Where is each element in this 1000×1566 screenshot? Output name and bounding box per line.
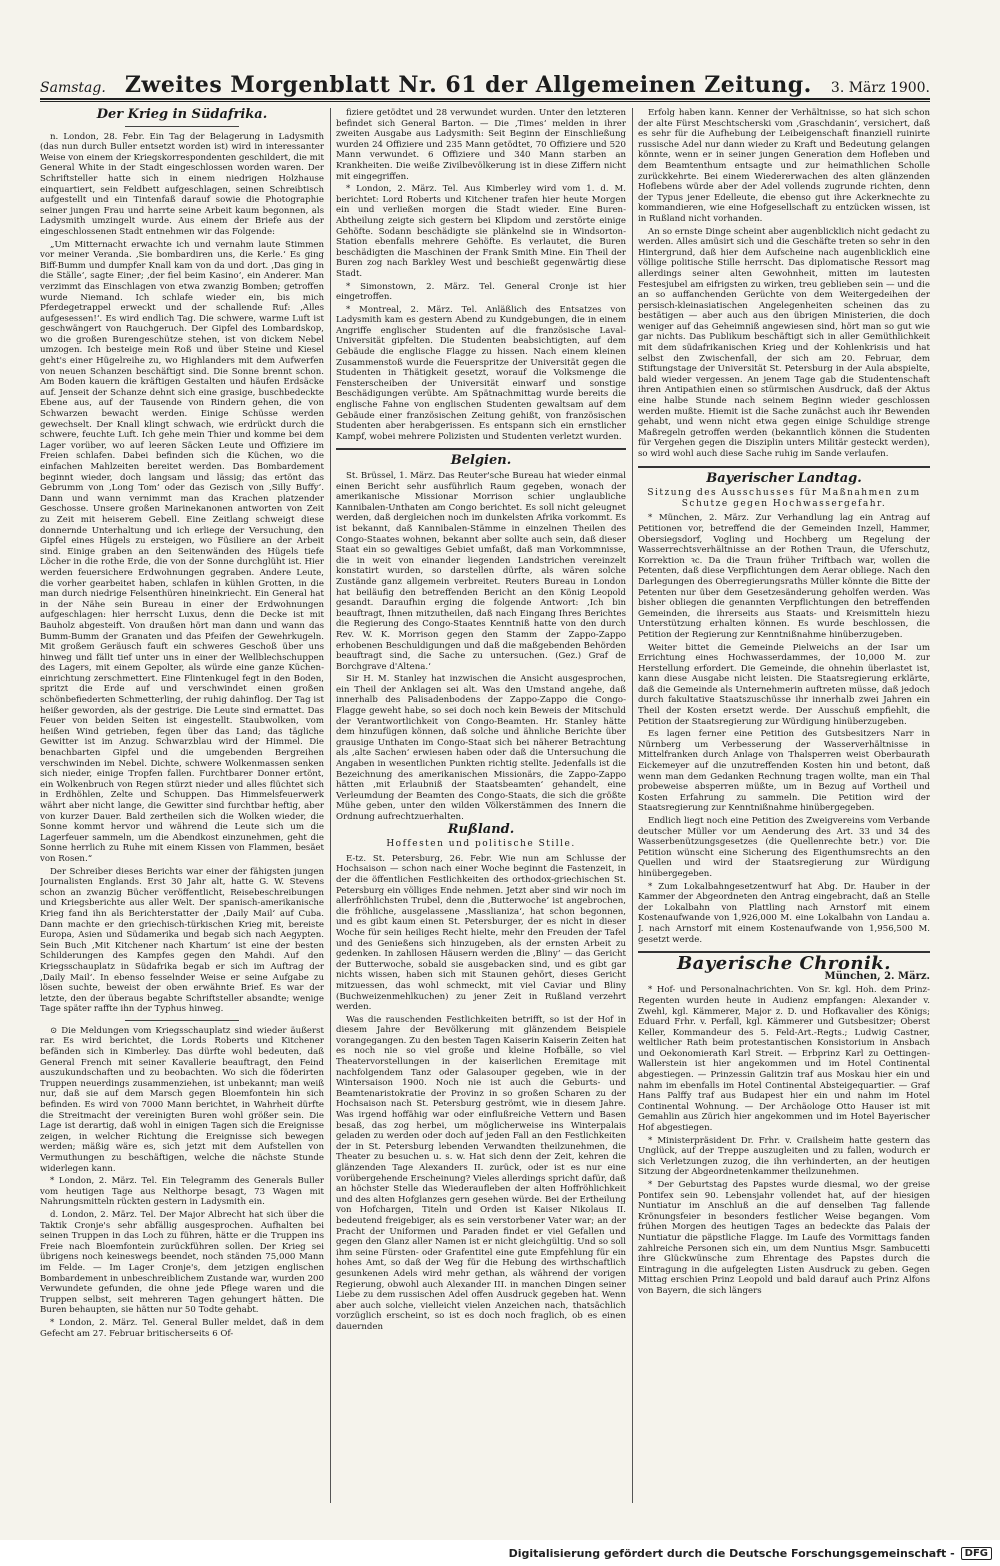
column-divider [632, 108, 633, 1503]
article-paragraph: * Der Geburtstag des Papstes wurde diesmal, wo der greise Pontifex sein 90. Lebensjahr vollendet hat, auf der hiesigen Nuntiatur im Anschluß an die auf denselben Tag fallende Krönungsfeier in besonders festlicher Weise begangen. Vom frühen Morgen des heutigen Tages an bedeckte das Palais der Nuntiatur die päpstliche Flagge. Im Laufe des Vormittags fanden zahlreiche Personen sich ein, um dem Nuntius Msgr. Sambucetti ihre Glückwünsche zum Ehrentage des Papstes durch die Eintragung in die aufgelegten Listen Ausdruck zu geben. Gegen Mittag erschien Prinz Leopold und bald darauf auch Prinz Alfons von Bayern, die sich längers [638, 1180, 930, 1296]
article-paragraph: An so ernste Dinge scheint aber augenblicklich nicht gedacht zu werden. Alles amüsirt sich und die Geschäfte treten so sehr in den Hintergrund, daß hier dem Aufscheine nach augenblicklich eine völlige politische Stille herrscht. Das diplomatische Ressort mag allerdings seiner alten Gewohnheit, mitten im lautesten Festesjubel am eifrigsten zu wirken, treu geblieben sein — und die an so auffanchenden Gerüchte von dem Weitergedeihen der persisch-kleinasiatischen Angelegenheiten scheinen das zu bestätigen — aber auch aus den übrigen Ministerien, die doch weniger auf das Geheimniß angewiesen sind, hört man so gut wie gar nichts. Das Publikum beschäftigt sich in aller Gemüthlichkeit mit dem südafrikanischen Krieg und der Kohlenkrisis und hat selbst den Zwischenfall, der sich am 20. Februar, dem Stiftungstage der Universität St. Petersburg in der Aula abspielte, bald wieder vergessen. An jenem Tage gab die Studentenschaft ihren Antipathien einen so stürmischen Ausdruck, daß der Aktus eine halbe Stunde nach seinem Beginn wieder geschlossen werden mußte. Hiemit ist die Sache zunächst auch ihr Bewenden gehabt, und wenn nicht etwa gegen einige Schuldige strenge Maßregeln getroffen werden (bekanntlich können die Studenten für Vergehen gegen die Disziplin unters Militär gesteckt werden), so wird wohl auch diese Sache ruhig im Sande verlaufen. [638, 226, 930, 459]
section-separator [336, 448, 626, 450]
article-paragraph: Was die rauschenden Festlichkeiten betrifft, so ist der Hof in diesem Jahre der Bevölkerung mit glänzendem Beispiele vorangegangen. Zu den besten Tagen Kaiserin Kaiserin Zeiten hat es noch nie so viel große und kleine Hofbälle, so viel Theatervorstellungen in der kaiserlichen Eremitage mit nachfolgendem Tanz oder Galasouper gegeben, wie in der Wintersaison 1900. Noch nie ist auch die Geburts- und Beamtenaristokratie der Provinz in so großen Scharen zu der Hochsaison nach St. Petersburg geströmt, wie in diesem Jahre. Was irgend hoffähig war oder einflußreiche Vettern und Basen besaß, das zog herbei, um möglicherweise ins Winterpalais geladen zu werden oder doch auf jeden Fall an den Festlichkeiten der in St. Petersburg lebenden Verwandten theilzunehmen, die Theater zu besuchen u. s. w. Hat sich denn der Zeit, kehren die glänzenden Tage Alexanders II. zurück, oder ist es nur eine vorübergehende Erscheinung? Vieles allerdings spricht dafür, daß an höchster Stelle das Wiederaufleben der alten Hoffröhlichkeit und des alten Hofglanzes gern gesehen würde. Bei der Ertheilung von Hofchargen, Titeln und Orden ist Kaiser Nikolaus II. bedeutend freigebiger, als es sein verstorbener Vater war; an der Pracht der Uniformen und Paraden findet er viel Gefallen und gegen den Glanz aller Namen ist er nicht gleichgültig. Und so soll ihm seine Fürsten- oder Grafentitel eine gute Empfehlung für ein hohes Amt, so daß der Weg für die Hebung des wirthschaftlich gesunkenen Adels wird mehr gethan, als während der vorigen Regierung, obwohl auch Alexander III. in manchen Dingen seiner Liebe zu dem russischen Adel offen Ausdruck gegeben hat. Wenn aber auch solche, vielleicht vielen Anzeichen nach, thatsächlich vorzüglich erscheint, so ist es doch noch fraglich, ob es einen dauernden [336, 1014, 626, 1332]
separator [125, 1020, 239, 1021]
column-divider [330, 108, 331, 1503]
article-paragraph: * Simonstown, 2. März. Tel. General Cronje ist hier eingetroffen. [336, 281, 626, 303]
dfg-logo: DFG [961, 1547, 992, 1560]
article-paragraph: Der Schreiber dieses Berichts war einer der fähigsten jungen Journalisten Englands. Erst 30 Jahr alt, hatte G. W. Stevens schon an zwanzig Bücher veröffentlicht, Reisebeschreibungen und Kriegsberichte aus aller Welt. Der spanisch-amerikanische Krieg fand ihn als Berichterstatter der ‚Daily Mail‘ auf Cuba. Dann machte er den griechisch-türkischen Krieg mit, bereiste Europa, Asien und Südamerika und begab sich nach Aegypten. Sein Buch ‚Mit Kitchener nach Khartum‘ ist eine der besten Schilderungen des Kampfes gegen den Mahdi. Auf den Kriegsschauplatz in Südafrika begab er sich im Auftrag der ‚Daily Mail‘. In ebenso fesselnder Weise er seine Aufgabe zu lösen suchte, beweist der oben erwähnte Brief. Es war der letzte, den der überaus begabte Schriftsteller absandte; wenige Tage später raffte ihn der Typhus hinweg. [40, 866, 324, 1015]
masthead-rule [40, 101, 930, 102]
article-paragraph: * London, 2. März. Tel. Aus Kimberley wird vom 1. d. M. berichtet: Lord Roberts und Kitchener trafen hier heute Morgen ein und verließen morgen die Stadt wieder. Eine Buren-Abtheilung zeigte sich gestern bei Klipdom und zerstörte einige Gehöfte. Sodann beschädigte sie plänkelnd sie in Windsorton-Station ebenfalls mehrere Gehöfte. Es verlautet, die Buren beschädigten die Maschinen der Frank Smith Mine. Ein Theil der Buren zog nach Barkley West und beschießt gegenwärtig diese Stadt. [336, 184, 626, 279]
article-paragraph: Weiter bittet die Gemeinde Pielweichs an der Isar um Errichtung eines Hochwasserdammes, der 10,000 M. zur Herstellung erfordert. Die Gemeinde, die ohnehin überlastet ist, kann diese Ausgabe nicht leisten. Die Staatsregierung erklärte, daß die Gemeinde als Unternehmerin auftreten müsse, daß jedoch durch fakultative Staatszuschüsse ihr innerhalb zwei Jahren ein Theil der Kosten ersetzt werde. Der Ausschuß empfiehlt, die Petition der Staatsregierung zur Würdigung hinüberzugeben. [638, 642, 930, 727]
section-title-krieg: Der Krieg in Südafrika. [96, 108, 268, 122]
article-paragraph: Endlich liegt noch eine Petition des Zweigvereins vom Verbande deutscher Müller vor um Aenderung des Art. 33 und 34 des Wasserbenützungsgesetzes (die Quellenrechte betr.) vor. Die Petition wünscht eine Sicherung des Eigenthumsrechts an den Quellen und wird der Staatsregierung zur Würdigung hinübergegeben. [638, 816, 930, 879]
section-subtitle-russland: Hoffesten und politische Stille. [386, 839, 576, 850]
digitization-footer [0, 1540, 1000, 1566]
article-paragraph: * Hof- und Personalnachrichten. Von Sr. kgl. Hoh. dem Prinz-Regenten wurden heute in Audienz empfangen: Alexander v. Zwehl, kgl. Kämmerer, Major z. D. und Hofkavalier des Königs; Eduard Frhr. v. Perfall, kgl. Kämmerer und Gutsbesitzer; Oberst Keller, Kommandeur des 5. Feld-Art.-Regts.; Ludwig Castner, weltlicher Rath beim protestantischen Konsistorium in Ansbach und Oekonomierath Karl Streit. — Erbprinz Karl zu Oettingen-Wallerstein ist hier angekommen und im Hotel Continental abgestiegen. — Prinzessin Galitzin traf aus Moskau hier ein und nahm im ebenfalls im Hotel Continental Absteigequartier. — Graf Hans Palffy traf aus Budapest hier ein und nahm im Hotel Continental Wohnung. — Der Archäologe Otto Hauser ist mit Gemahlin aus Zürich hier angekommen und im Hotel Bayerischer Hof abgestiegen. [638, 985, 930, 1134]
article-paragraph: * London, 2. März. Tel. General Buller meldet, daß in dem Gefecht am 27. Februar britischerseits 6 Of- [40, 1317, 324, 1339]
masthead-title: Zweites Morgenblatt Nr. 61 der Allgemeinen Zeitung. [124, 72, 812, 98]
article-paragraph: d. London, 2. März. Tel. Der Major Albrecht hat sich über die Taktik Cronje's sehr abfällig ausgesprochen. Aufhalten bei seinen Truppen in das Loch zu führen, hätte er die Truppen ins Freie nach Bloemfontein zurückführen sollen. Der Krieg sei übrigens noch keineswegs beendet, noch ständen 75,000 Mann im Felde. — Im Lager Cronje's, dem jetzigen englischen Bombardement in unbeschreiblichem Zustande war, wurden 200 Verwundete gefunden, die ohne jede Pflege waren und die Truppen selbst, seit mehreren Tagen gehungert hätten. Die Buren behaupten, sie hätten nur 50 Todte gehabt. [40, 1209, 324, 1316]
article-paragraph: St. Brüssel, 1. März. Das Reuter'sche Bureau hat wieder einmal einen Bericht sehr ausführlich Raum gegeben, wonach der amerikanische Missionar Morrison schier unglaubliche Kannibalen-Unthaten am Congo berichtet. Es soll nicht geleugnet werden, daß dergleichen noch im dunkelsten Afrika vorkommt. Es ist bekannt, daß Kannibalen-Stämme in einzelnen Theilen des Congo-Staates wohnen, bekannt aber sollte auch sein, daß dieser Staat ein so gewaltiges Gebiet umfaßt, daß man Vorkommnisse, die in weit von einander liegenden Landstrichen vereinzelt konstatirt wurden, so darstellen dürfte, als wären solche Zustände ganz allgemein verbreitet. Reuters Bureau in London hat beiläufig den betreffenden Bericht an den König Leopold gesandt. Daraufhin erging die folgende Antwort: ‚Ich bin beauftragt, Ihnen mitzutheilen, daß nach Eingang Ihres Berichtes die Regierung des Congo-Staates Kenntniß hatte von den durch Rev. W. K. Morrison gegen den Stamm der Zappo-Zappo erhobenen Beschuldigungen und daß die maßgebenden Behörden beauftragt sind, die Sache zu untersuchen. (Gez.) Graf de Borchgrave d'Altena.‘ [336, 471, 626, 672]
section-title-landtag: Bayerischer Landtag. [706, 470, 862, 486]
column-1 [40, 108, 324, 1503]
separator [125, 126, 239, 127]
article-paragraph: * London, 2. März. Tel. Ein Telegramm des Generals Buller vom heutigen Tage aus Nelthorpe besagt, 73 Wagen mit Nahrungsmitteln rückten gestern in Ladysmith ein. [40, 1176, 324, 1208]
column-2 [336, 108, 626, 1503]
article-paragraph: ⊙ Die Meldungen vom Kriegsschauplatz sind wieder äußerst rar. Es wird berichtet, die Lords Roberts und Kitchener befänden sich in Kimberley. Das dürfte wohl bedeuten, daß General French mit seiner Kavallerie beauftragt, den Feind auszukundschaften und zu beobachten. Wo sich die föderirten Truppen neuerdings zusammenziehen, ist unbekannt; man weiß nur, daß sie auf dem Marsch gegen Bloemfontein hin sich befinden. Es wird von 7000 Mann berichtet, in Wahrheit dürfte die Streitmacht der vereinigten Buren wohl größer sein. Die Lage ist derartig, daß wohl in einigen Tagen sich die Ereignisse zeigen, in welcher Richtung die Ereignisse sich bewegen werden; mäßig wäre es, sich jetzt mit dem Aufstellen von Vermuthungen zu beschäftigen, welche die nächste Stunde widerlegen kann. [40, 1025, 324, 1174]
footer-credit: Digitalisierung gefördert durch die Deutsche Forschungsgemeinschaft - [508, 1546, 955, 1560]
article-paragraph: „Um Mitternacht erwachte ich und vernahm laute Stimmen vor meiner Veranda. ‚Sie bombardiren uns, die Kerle.‘ Es ging Biff-Bumm und dumpfer Knall kam von da und dort. ‚Das ging in die Ställe‘, sagte Einer; ‚der fiel beim Kasino‘, ein Anderer. Man verzimmt das Einschlagen von etwa zwanzig Bomben; getroffen wurde Niemand. Ich schlafe wieder ein, bis mich Pferdegetrappel erweckt und der schallende Ruf: ‚Alles aufgesessen!‘. Es wird endlich Tag. Die schwere, warme Luft ist geschwängert von Rauchgeruch. Der Gipfel des Lombardskop, wo die großen Burengeschütze stehen, ist von dickem Nebel umzogen. Ich besteige mein Roß und über Steine und Kiesel geht's einer Hügelreihe zu, wo Highlanders mit dem Aufwerfen von neuen Schanzen beschäftigt sind. Die Sonne brennt schon. Am Boden kauern die kräftigen Gestalten und häufen Erdsäcke auf. Jenseit der Schanze dehnt sich eine grasige, buschbedeckte Ebene aus, auf der Tausende von Rindern gehen, die von Schwarzen bewacht werden. Einige Schüsse werden gewechselt. Der Knall klingt schwach, wie erdrückt durch die schwere, feuchte Luft. Ich gehe mein Thier und komme bei dem Lager vorüber, wo auf leeren Säcken Leute und Offiziere im Freien schlafen. Dabei befinden sich die Küchen, wo die einfachen Mahlzeiten bereitet werden. Das Bombardement beginnt wieder, doch langsam und lässig; das ertönt das Gebrumm von ‚Long Tom‘ oder das Gezisch von ‚Silly Buffy‘. Dann und wann vernimmt man das Krachen platzender Geschosse. Unsere großen Marinekanonen antworten von Zeit zu Zeit mit heiserem Gebell. Eine Zeitlang schweigt diese donnernde Unterhaltung und ich erliege der Versuchung, den Gipfel eines Hügels zu ersteigen, wo Füsiliere an der Arbeit sind. Einige graben an den Seitenwänden des Hügels tiefe Löcher in die rothe Erde, die von der Sonne durchglüht ist. Hier werden feuersichere Erdwohnungen gegraben. Andere Leute, die vorher gearbeitet haben, schlafen in kühlen Grotten, in die man durch niedrige Felsenthüren hineinkriecht. Ein General hat in der Nähe sein Bureau in einer der Erdwohnungen aufgeschlagen: hier herrscht Luxus, denn die Decke ist mit Bauholz abgesteift. Von draußen hört man dann und wann das Bumm-Bumm der Granaten und das Pfeifen der Gewehrkugeln. Mit großem Geräusch fauft ein schweres Geschoß über uns hinweg und fällt tief unter uns in einer der Wellblechschuppen des Lagers, mit einem Gepolter, als würde eine ganze Küchen-einrichtung zerschmettert. Eine Flintenkugel fegt in den Boden, spritzt die Erde auf und verschwindet einen großen schönbefiederten Schmetterling, der ruhig dahinflog. Der Tag ist heißer geworden, als der gestrige. Die Leute sind ermattet. Das Feuer von beiden Seiten ist eingestellt. Staubwolken, vom heißen Wind getrieben, fegen über das Land; das tägliche Gewitter ist im Anzug. Schwarzblau wird der Himmel. Die benachbarten Gipfel und die umgebenden Bergreihen verschwinden im Nebel. Dichte, schwere Wolkenmassen senken sich nieder, einige Tropfen fallen. Furchtbarer Donner ertönt, ein Wolkenbruch von Regen stürzt nieder und alles flüchtet sich in Erdhöhlen, Zelte und Schuppen. Das Himmelsfeuerwerk währt aber nicht lange, die Gewitter sind furchtbar heftig, aber von kurzer Dauer. Bald zertheilen sich die Wolken wieder, die Sonne kommt hervor und während die Leute sich um die Lagerfeuer sammeln, um die Abendkost einzunehmen, geht die Sonne herrlich zu Ruhe mit einem Kissen von Flammen, besäet von Rosen.“ [40, 239, 324, 864]
dateline: München, 2. März. [824, 970, 930, 982]
article-paragraph: * Montreal, 2. März. Tel. Anläßlich des Entsatzes von Ladysmith kam es gestern Abend zu Kundgebungen, die in einem Angriffe englischer Studenten auf die französische Laval-Universität gipfelten. Die Studenten beabsichtigten, auf dem Gebäude die englische Flagge zu hissen. Nach einem kleinen Zusammenstoß wurde die Feuerspritze der Universität gegen die Studenten in Thätigkeit gesetzt, worauf die Volksmenge die Fensterscheiben der Universität einwarf und sonstige Beschädigungen verübte. Am Spätnachmittag wurde bereits die englische Fahne von englischen Studenten gewaltsam auf dem Gebäude einer französischen Zeitung gehißt, von französischen Studenten aber herabgerissen. Es entspann sich ein ernstlicher Kampf, wobei mehrere Polizisten und Studenten verletzt wurden. [336, 304, 626, 442]
section-separator [638, 466, 930, 468]
masthead-date: 3. März 1900. [830, 80, 930, 96]
section-title-russland: Rußland. [447, 821, 515, 837]
article-paragraph: * München, 2. März. Zur Verhandlung lag ein Antrag auf Petitionen vor, betreffend die der Gemeinden Inzell, Hammer, Obersiegsdorf, Vogling und Hochberg um Regelung der Wasserrechtsverhältnisse an der Rothen Traun, die Uferschutz, Korrektion ꝛc. Da die Traun früher Triftbach war, wollen die Petenten, daß diese Verpflichtungen dem Aerar obliege. Nach den Darlegungen des Oberregierungsraths Müller könnte die Bitte der Petenten nur über dem Gesetzesänderung geholfen werden. Was bisher obliegen die genannten Verpflichtungen den betreffenden Gemeinden, die ihrerseits aus Staats- und Kreismitteln hiezu Unterstützung erhalten können. Es wurde beschlossen, die Petition der Regierung zur Kenntnißnahme hinüberzugeben. [638, 513, 930, 640]
article-paragraph: * Ministerpräsident Dr. Frhr. v. Crailsheim hatte gestern das Unglück, auf der Treppe auszugleiten und zu fallen, wodurch er sich Verletzungen zuzog, die ihn verhinderten, an der heutigen Sitzung der Abgeordnetenkammer theilzunehmen. [638, 1135, 930, 1178]
article-paragraph: fiziere getödtet und 28 verwundet wurden. Unter den letzteren befindet sich General Barton. — Die ‚Times‘ melden in ihrer zweiten Ausgabe aus Ladysmith: Seit Beginn der Einschließung wurden 24 Offiziere und 235 Mann getödtet, 70 Offiziere und 520 Mann verwundet. 6 Offiziere und 340 Mann starben an Krankheiten. Die weiße Zivilbevölkerung ist in diese Ziffern nicht mit eingegriffen. [336, 108, 626, 182]
section-subtitle-landtag: Sitzung des Ausschusses für Maßnahmen zum Schutze gegen Hochwassergefahr. [647, 488, 921, 509]
masthead-day: Samstag. [40, 80, 106, 96]
column-3 [638, 108, 930, 1503]
masthead [40, 72, 930, 100]
article-paragraph: Erfolg haben kann. Kenner der Verhältnisse, so hat sich schon der alte Fürst Meschtscherski vom ‚Graschdanin‘, versichert, daß es sehr für die Aufhebung der Leibeigenschaft finanziell ruinirte russische Adel nur dann wieder zu Kraft und Bedeutung gelangen könnte, wenn er in seiner jungen Generation dem Hofleben und dem Beamtenthum entsagte und zur heimathlichen Scholle zurückkehrte. Bei einem Wiedererwachen des alten glänzenden Hoflebens würde aber der Adel vollends zugrunde richten, denn der Typus jener Edelleute, die ebenso gut ihre Ackerknechte zu kommandieren, wie eine Hofgesellschaft zu entzücken wissen, ist in Rußland nicht vorhanden. [638, 108, 930, 224]
article-paragraph: n. London, 28. Febr. Ein Tag der Belagerung in Ladysmith (das nun durch Buller entsetzt worden ist) wird in interessanter Weise von einem der Kriegskorrespondenten geschildert, die mit General White in der Stadt eingeschlossen worden waren. Der Schriftsteller hatte sich in einem niedrigen Holzhause einquartiert, sein Feldbett aufgeschlagen, seinen Schreibtisch aufgestellt und ein Tintenfaß darauf sowie die Photographie seiner jungen Frau und harrte seine Arbeit kaum begonnen, als Ladysmith umzingelt wurde. Aus einem der Briefe aus der eingeschlossenen Stadt entnehmen wir das Folgende: [40, 131, 324, 237]
article-paragraph: E-tz. St. Petersburg, 26. Febr. Wie nun am Schlusse der Hochsaison — schon nach einer Woche beginnt die Fastenzeit, in der die öffentlichen Festlichkeiten des orthodox-griechischen St. Petersburg ein völliges Ende nehmen. Jetzt aber sind wir noch im allerfröhlichsten Trubel, denn die ‚Butterwoche‘ ist angebrochen, die fröhliche, ausgelassene ‚Masslianiza‘, hat schon begonnen, und es gibt kaum einen St. Petersburger, der es nicht in dieser Woche für sein heiliges Recht hielte, mehr den Freuden der Tafel und des Genießens sich hinzugeben, als der ernsten Arbeit zu gedenken. In zahllosen Häusern werden die ‚Bliny‘ — das Gericht der Butterwoche, sobald sie ausgebacken sind, und es gibt gar nichts wissen, haben sich mit Staunen gehört, dieses Gericht mitzuessen, das wohl schmeckt, mit viel Caviar und Bliny (Buchweizenmehlkuchen) zu jener Zeit in Rußland verzehrt werden. [336, 853, 626, 1013]
article-paragraph: * Zum Lokalbahngesetzentwurf hat Abg. Dr. Hauber in der Kammer der Abgeordneten den Antrag eingebracht, daß an Stelle der Lokalbahn von Plattling nach Arnstorf mit einem Kostenaufwande von 1,926,000 M. eine Lokalbahn von Landau a. J. nach Arnstorf mit einem Kostenaufwande von 1,956,500 M. gesetzt werde. [638, 881, 930, 945]
article-paragraph: Es lagen ferner eine Petition des Gutsbesitzers Narr in Nürnberg um Verbesserung der Wasserverhältnisse in Mittelfranken durch Anlage von Thalsperren weist Oberbaurath Eickemeyer auf die unzutreffenden Kosten hin und betont, daß wenn man dem Gedanken Rechnung tragen wollte, man ein Thal probeweise absperren müßte, um in Bezug auf Vortheil und Kosten Erfahrung zu sammeln. Die Petition wird der Staatsregierung zur Kenntnißnahme hinübergegeben. [638, 729, 930, 814]
section-title-chronik: Bayerische Chronik. [676, 953, 892, 975]
section-title-belgien: Belgien. [450, 453, 512, 469]
article-paragraph: Sir H. M. Stanley hat inzwischen die Ansicht ausgesprochen, ein Theil der Anklagen sei alt. Was den Umstand angehe, daß innerhalb des Palisadenbodens der Zappo-Zappo die Congo-Flagge geweht habe, so sei doch noch kein Beweis der Mitschuld der Verantwortlichkeit von Congo-Beamten. Hr. Stanley hätte dem hinzufügen können, daß solche und ähnliche Berichte über grausige Unthaten im Congo-Staat sich bei näherer Betrachtung als ‚alte Sachen‘ erwiesen haben oder daß die Untersuchung die Angaben in wesentlichen Punkten richtig stellte. Jedenfalls ist die Bezeichnung des amerikanischen Missionärs, die Zappo-Zappo hätten ‚mit Erlaubniß der Staatsbeamten‘ gehandelt, eine Verleumdung der Beamten des Congo-Staats, die sich die größte Mühe geben, unter den wilden Völkerstämmen des Innern die Ordnung aufrechtzuerhalten. [336, 674, 626, 822]
